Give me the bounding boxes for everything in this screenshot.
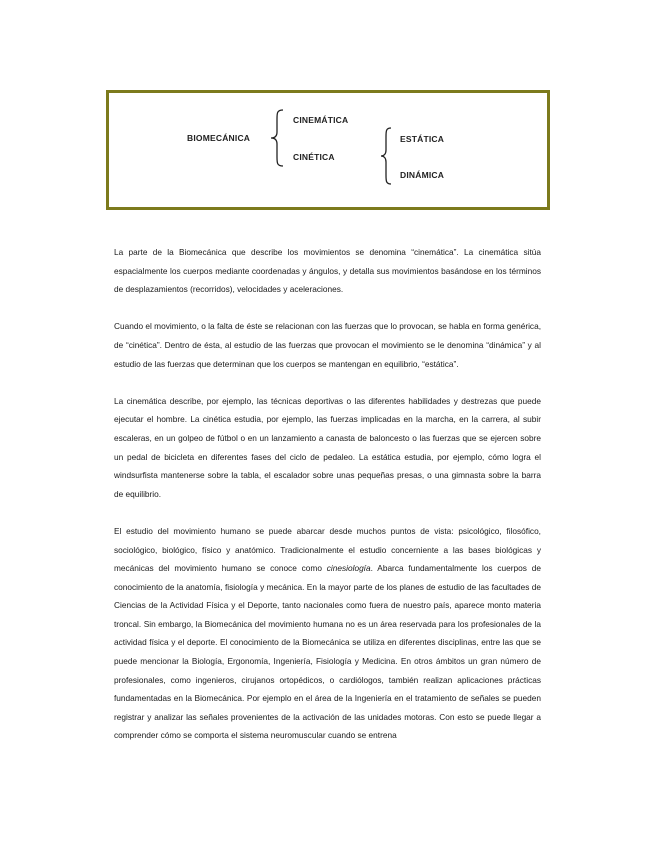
- classification-diagram: [106, 90, 550, 210]
- diagram-branch-cinematica: CINEMÁTICA: [293, 115, 349, 125]
- diagram-sub-estatica: ESTÁTICA: [400, 134, 445, 144]
- paragraph-cinematica: La parte de la Biomecánica que describe los movimientos se denomina “cinemática”. La cinemática sitúa espacialmente los cuerpos mediante coordenadas y ángulos, y detalla sus movimientos basándose en los términos de desplazamientos (recorridos), velocidades y aceleraciones.: [114, 247, 541, 295]
- left-brace: [269, 109, 285, 167]
- diagram-branch-cinetica: CINÉTICA: [293, 152, 335, 162]
- document-body: [114, 243, 541, 745]
- diagram-root-label: BIOMECÁNICA: [187, 133, 251, 143]
- paragraph-examples: La cinemática describe, por ejemplo, las técnicas deportivas o las diferentes habilidades y destrezas que puede ejecutar el hombre. La cinética estudia, por ejemplo, las fuerzas implicadas en la marcha, en la carrera, al subir escaleras, en un golpeo de fútbol o en un lanzamiento a canasta de baloncesto o las fuerzas que se ejercen sobre un pedal de bicicleta en diferentes fases del ciclo de pedaleo. La estática estudia, por ejemplo, cómo logra el windsurfista mantenerse sobre la tabla, el escalador sobre unas pequeñas presas, o una gimnasta sobre la barra de equilibrio.: [114, 395, 541, 499]
- term-cinesiologia: cinesiología: [326, 563, 371, 574]
- paragraph-estudio-part-2: . Abarca fundamentalmente los cuerpos de conocimiento de la anatomía, fisiología y mecánica. En la mayor parte de los planes de estudio de las facultades de Ciencias de la Actividad Física y el Deporte, tanto nacionales como fuera de nuestro país, aparece monto materia troncal. Sin embargo, la Biomecánica del movimiento humana no es un área reservada para los profesionales de la actividad física y el deporte. El conocimiento de la Biomecánica se utiliza en diferentes disciplinas, entre las que se puede mencionar la Biología, Ergonomía, Ingeniería, Fisiología y Medicina. En otros ámbitos un gran número de profesionales, como ingenieros, cirujanos ortopédicos, o cardiólogos, también realizan aplicaciones prácticas fundamentadas en la Biomecánica. Por ejemplo en el área de la Ingeniería en el tratamiento de señales se pueden registrar y analizar las señales provenientes de la activación de las unidades motoras. Con esto se puede llegar a comprender cómo se comporta el sistema neuromuscular cuando se entrena: [114, 563, 541, 741]
- right-brace: [379, 127, 393, 185]
- diagram-sub-dinamica: DINÁMICA: [400, 170, 445, 180]
- paragraph-estudio: [114, 522, 541, 745]
- paragraph-estudio-part-1: El estudio del movimiento humano se puede abarcar desde muchos puntos de vista: psicológico, filosófico, sociológico, biológico, físico y anatómico. Tradicionalmente el estudio concerniente a las bases biológicas y mecánicas del movimiento humano se conoce como: [114, 525, 541, 574]
- paragraph-cinetica: Cuando el movimiento, o la falta de éste se relacionan con las fuerzas que lo provocan, se habla en forma genérica, de “cinética”. Dentro de ésta, al estudio de las fuerzas que provocan el movimiento se le denomina “dinámica” y al estudio de las fuerzas que determinan que los cuerpos se mantengan en equilibrio, “estática”.: [114, 321, 541, 369]
